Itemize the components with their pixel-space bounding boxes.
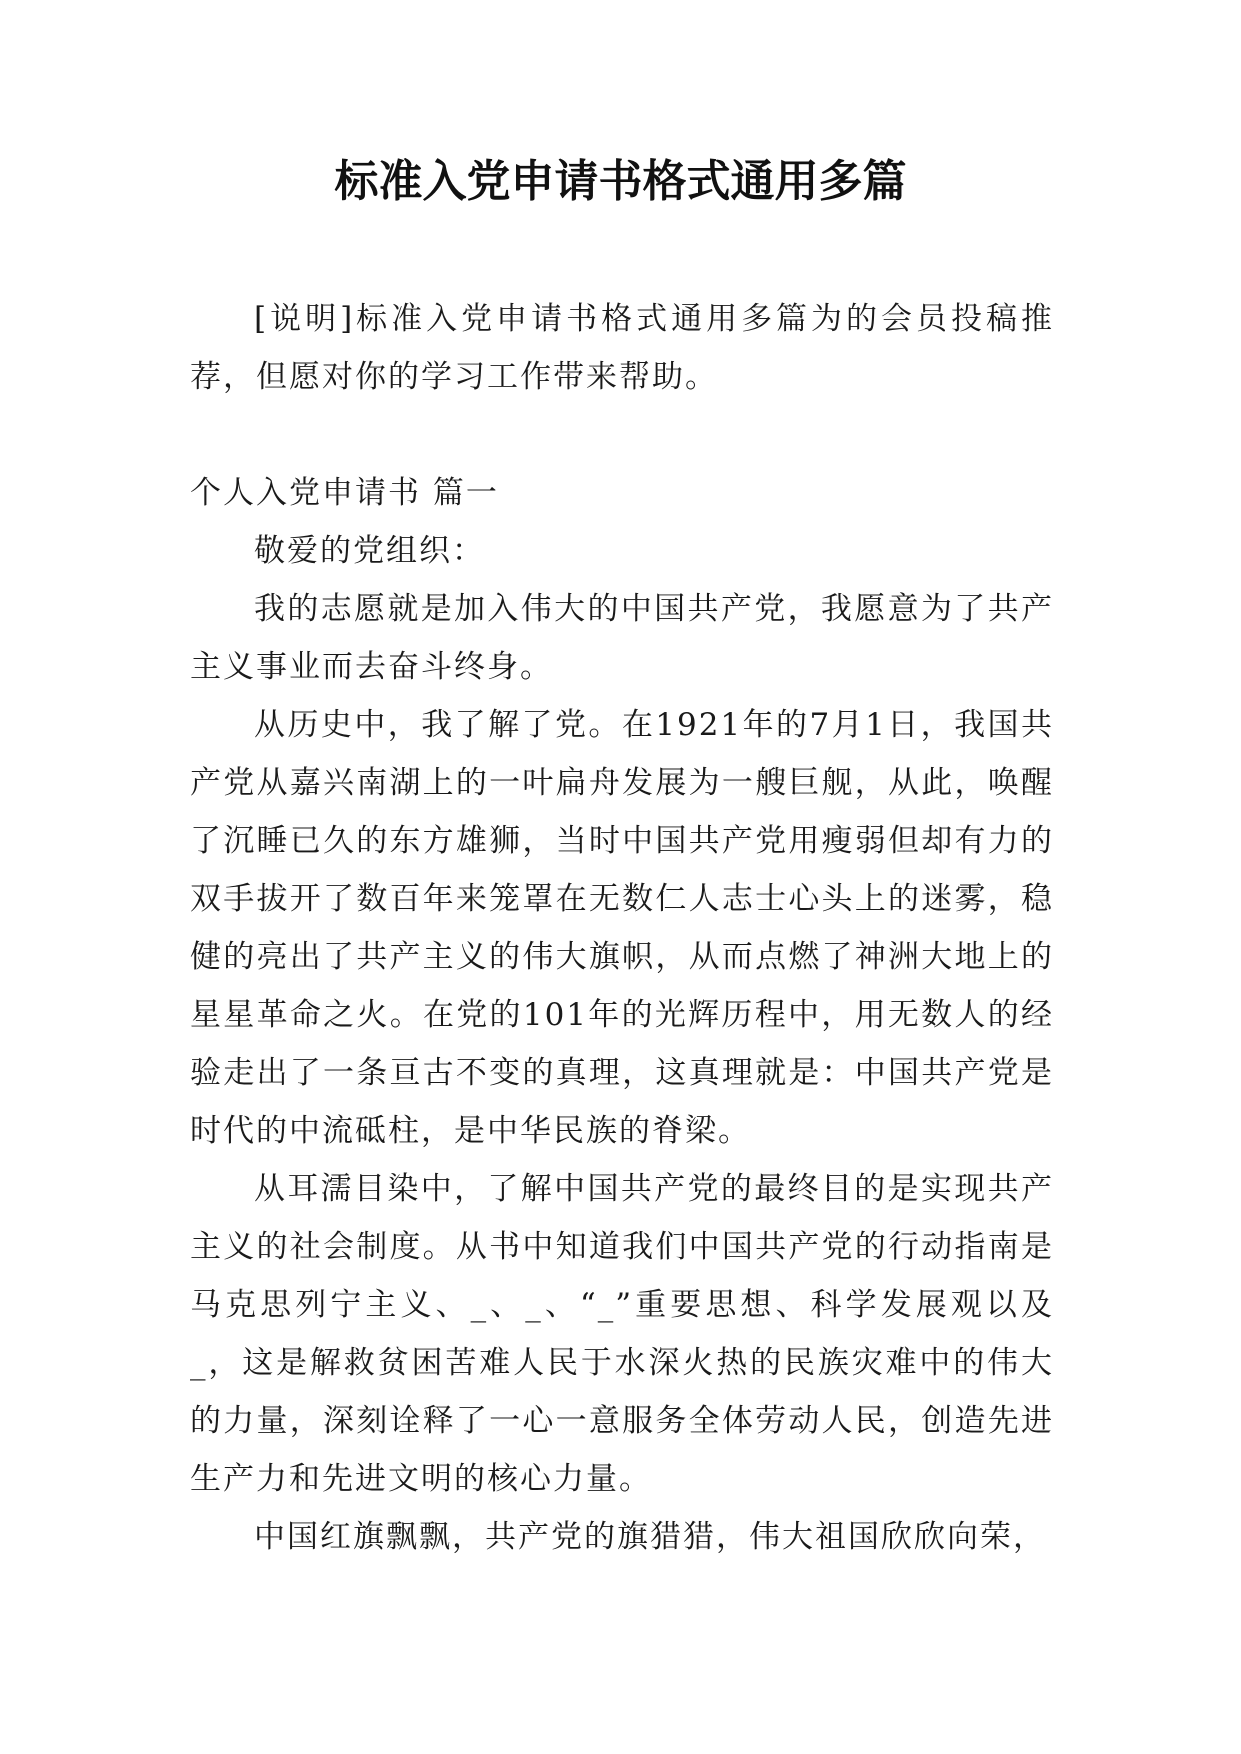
body-paragraph: 中国红旗飘飘，共产党的旗猎猎，伟大祖国欣欣向荣， (254, 1519, 1046, 1555)
body-paragraph: 我的志愿就是加入伟大的中国共产党，我愿意为了共产主义事业而去奋斗终身。 (190, 591, 1054, 685)
section-heading: 个人入党申请书 篇一 (190, 475, 499, 511)
intro-paragraph: [说明]标准入党申请书格式通用多篇为的会员投稿推荐，但愿对你的学习工作带来帮助。 (190, 301, 1054, 395)
body-paragraph: 从历史中，我了解了党。在1921年的7月1日，我国共产党从嘉兴南湖上的一叶扁舟发展为一艘巨舰，从此，唤醒了沉睡已久的东方雄狮，当时中国共产党用瘦弱但却有力的双手拔开了数百年来笼罩在无数仁人志士心头上的迷雾，稳健的亮出了共产主义的伟大旗帜，从而点燃了神洲大地上的星星革命之火。在党的101年的光辉历程中，用无数人的经验走出了一条亘古不变的真理，这真理就是：中国共产党是时代的中流砥柱，是中华民族的脊梁。 (190, 707, 1054, 1149)
document-title: 标准入党申请书格式通用多篇 (334, 156, 907, 207)
document-body (190, 290, 1054, 1566)
body-paragraph: 从耳濡目染中，了解中国共产党的最终目的是实现共产主义的社会制度。从书中知道我们中国共产党的行动指南是马克思列宁主义、_、_、“_”重要思想、科学发展观以及_，这是解救贫困苦难人民于水深火热的民族灾难中的伟大的力量，深刻诠释了一心一意服务全体劳动人民，创造先进生产力和先进文明的核心力量。 (190, 1171, 1054, 1497)
salutation: 敬爱的党组织： (254, 533, 485, 569)
